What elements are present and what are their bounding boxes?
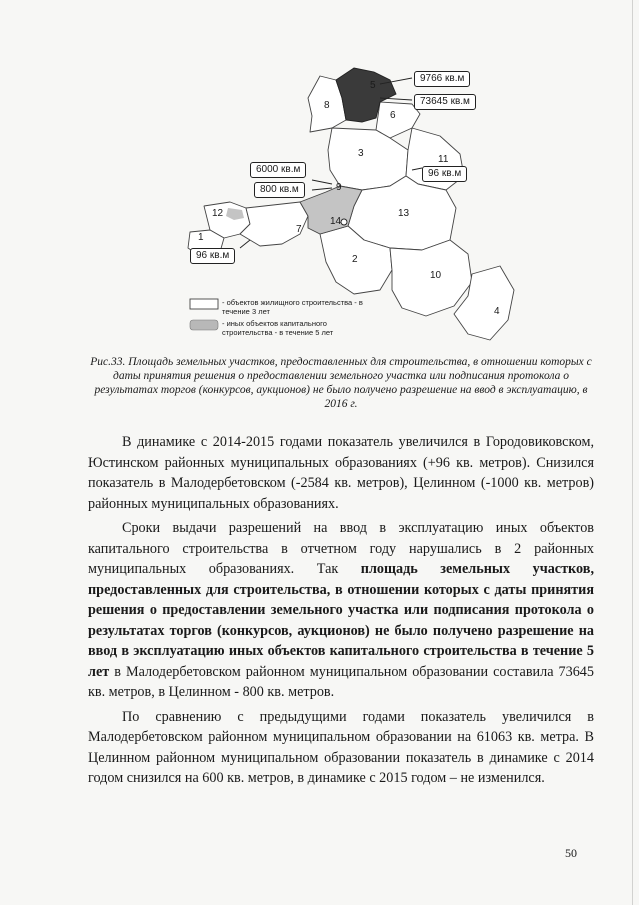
district-label-9: 9 [336,182,342,193]
legend-item-housing: - объектов жилищного строительства - в течение 3 лет [222,298,363,316]
paragraph-1: В динамике с 2014-2015 годами показатель увеличился в Городовиковском, Юстинском районных муниципальных образованиях (+96 кв. метров). Снизился показатель в Малодербетовском (-2584 кв. метров), Целинном (-1000 кв. метров) районных муниципальных образованиях. [88,434,594,512]
callout-6000: 6000 кв.м [250,162,306,178]
district-14-marker [341,219,347,225]
district-label-4: 4 [494,306,500,317]
paragraph-2 [88,518,594,703]
district-label-6: 6 [390,110,396,121]
legend-swatch-housing [190,299,218,309]
district-label-1: 1 [198,232,204,243]
page-number: 50 [565,846,577,860]
district-label-11: 11 [438,154,449,165]
page-edge [632,0,633,905]
callout-96-west: 96 кв.м [190,248,235,264]
body-text [88,432,594,793]
paragraph-2-start: Сроки выдачи разрешений на ввод в эксплуатацию иных объектов капитального строительства в отчетном году нарушались в 2 районных муниципальных образованиях. Так [88,520,594,577]
callout-800: 800 кв.м [254,182,305,198]
legend-swatch-other [190,320,218,330]
district-label-8: 8 [324,100,330,111]
callout-73645: 73645 кв.м [414,94,476,110]
paragraph-3: По сравнению с предыдущими годами показатель увеличился в Малодербетовском районном муниципальном образовании на 61063 кв. метра. В Целинном районном муниципальном образовании показатель в динамике с 2014 годом снизился на 600 кв. метров, в динамике с 2015 годом – не изменился. [88,708,594,786]
paragraph-2-end: в Малодербетовском районном муниципальном образовании составила 73645 кв. метров, в Целинном - 800 кв. метров. [88,663,594,700]
district-label-5: 5 [370,80,376,91]
district-3-shape [328,128,408,190]
district-label-3: 3 [358,148,364,159]
paragraph-2-bold: площадь земельных участков, предоставленных для строительства, в отношении которых с даты принятия решения о предоставлении земельного участка или подписания протокола о результатах торгов (конкурсов, аукционов) не было получено разрешение на ввод в эксплуатацию иных объектов капитального строительства в течение 5 лет [88,561,594,680]
callout-96-east: 96 кв.м [422,166,467,182]
district-label-12: 12 [212,208,224,219]
figure-caption: Рис.33. Площадь земельных участков, предоставленных для строительства, в отношении которых с даты принятия решения о предоставлении земельного участка или подписания протокола о результатах торгов (конкурсов, аукционов) не было получено разрешение на ввод в эксплуатацию, в 2016 г. [90,356,592,410]
district-label-14: 14 [330,216,342,227]
district-map-figure [150,58,520,348]
district-label-10: 10 [430,270,442,281]
district-label-7: 7 [296,224,302,235]
district-label-2: 2 [352,254,358,265]
legend-item-other: - иных объектов капитального строительства - в течение 5 лет [222,319,334,337]
district-label-13: 13 [398,208,410,219]
callout-9766: 9766 кв.м [414,71,470,87]
